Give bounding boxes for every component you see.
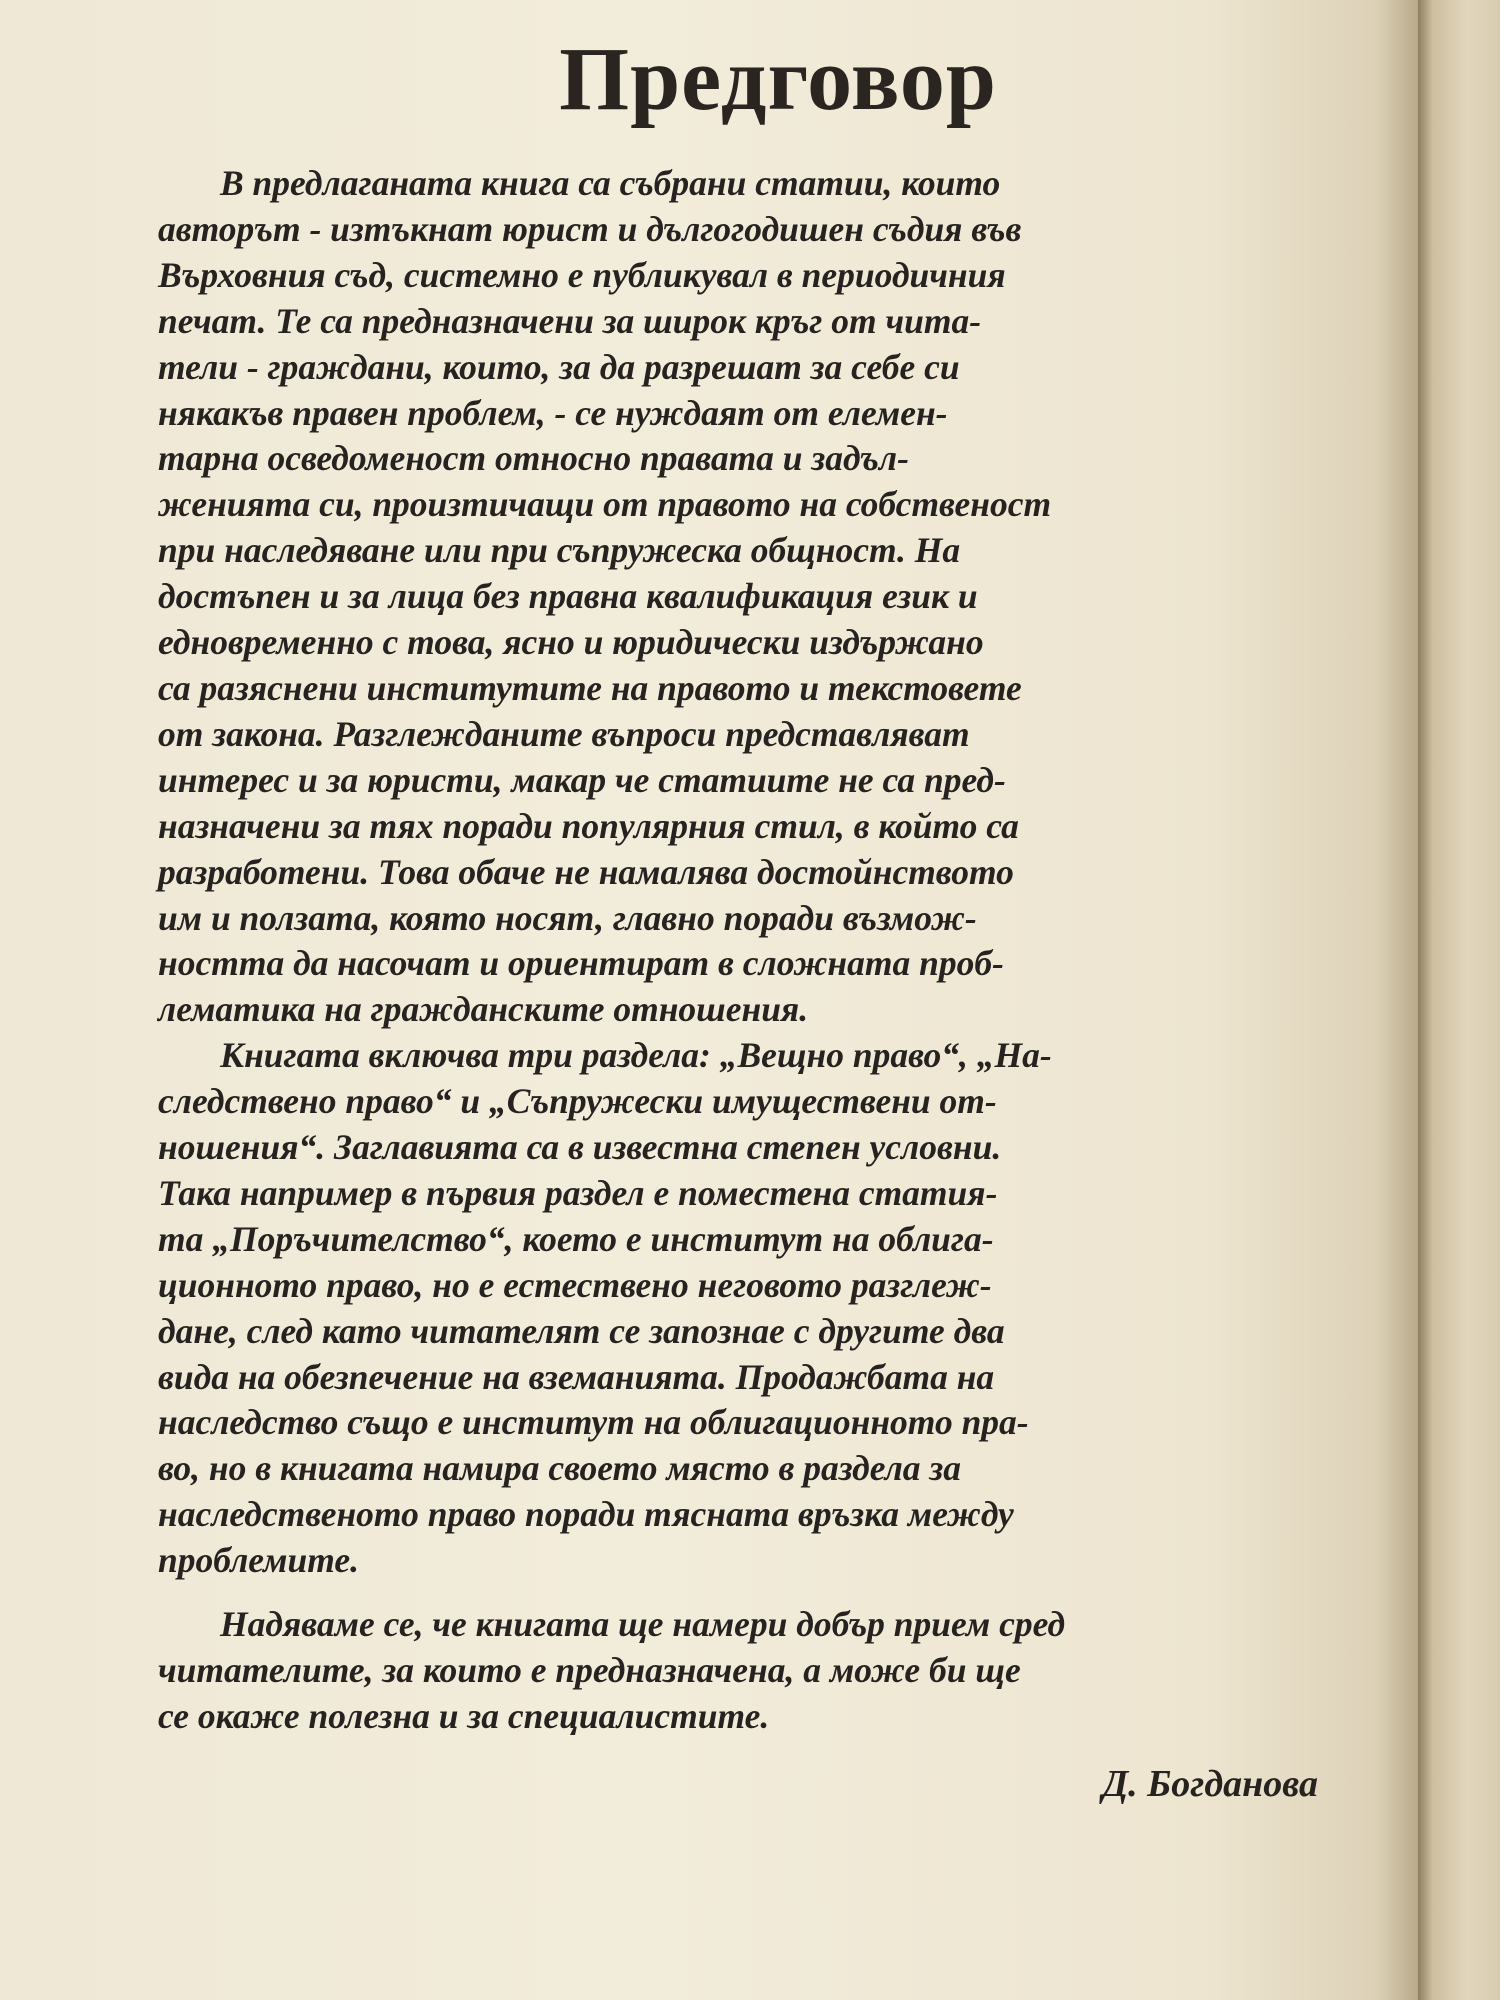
text-line: тарна осведоменост относно правата и задъл- [158,438,909,479]
text-line: ношения“. Заглавията са в известна степен условни. [158,1127,1002,1168]
text-line: Надяваме се, че книгата ще намери добър прием сред [220,1604,1066,1645]
text-line: ционното право, но е естествено неговото разглеж- [158,1264,992,1305]
text-line: от закона. Разглежданите въпроси представляват [158,713,970,754]
text-line: Така например в първия раздел е поместена статия- [158,1172,998,1213]
page-content [158,28,1398,1806]
text-line: вида на обезпечение на вземанията. Продажбата на [158,1356,995,1397]
text-line: разработени. Това обаче не намалява достойнството [158,851,1014,892]
text-line: при наследяване или при съпружеска общност. На [158,530,961,571]
text-line: тели - граждани, които, за да разрешат за себе си [158,346,960,387]
text-line: лематика на гражданските отношения. [158,989,809,1030]
text-line: Книгата включва три раздела: „Вещно право“, „На- [220,1035,1052,1076]
text-line: во, но в книгата намира своето място в раздела за [158,1448,962,1489]
text-line: наследственото право поради тясната връзка между [158,1494,1014,1535]
paragraph-gap [158,1584,1398,1602]
paragraph-sections [158,1033,1398,1584]
text-line: Върховния съд, системно е публикувал в периодичния [158,254,1006,295]
text-line: се окаже полезна и за специалистите. [158,1695,770,1736]
text-line: някакъв правен проблем, - се нуждаят от елемен- [158,392,948,433]
text-line: женията си, произтичащи от правото на собственост [158,484,1052,525]
text-line: достъпен и за лица без правна квалификация език и [158,576,978,617]
page-title: Предговор [559,30,997,129]
paragraph-closing [158,1602,1398,1740]
text-line: дане, след като читателят се запознае с другите два [158,1310,1005,1351]
text-line: са разяснени институтите на правото и текстовете [158,667,1022,708]
paragraph-intro [158,161,1398,1033]
text-line: читателите, за които е предназначена, а може би ще [158,1650,1021,1690]
author-signature: Д. Богданова [1102,1762,1318,1805]
adjacent-page-edge [1418,0,1500,2000]
text-line: проблемите. [158,1540,360,1581]
text-line: В предлаганата книга са събрани статии, които [220,163,1001,203]
text-line: авторът - изтъкнат юрист и дългогодишен съдия във [158,208,1022,249]
text-line: едновременно с това, ясно и юридически издържано [158,622,984,663]
text-line: та „Поръчителство“, което е институт на облига- [158,1218,994,1259]
text-line: печат. Те са предназначени за широк кръг от чита- [158,300,982,341]
text-line: наследство също е институт на облигационното пра- [158,1402,1029,1443]
text-line: им и ползата, която носят, главно поради възмож- [158,897,977,938]
text-line: интерес и за юристи, макар че статиите не са пред- [158,759,1006,800]
text-line: назначени за тях поради популярния стил, в който са [158,805,1019,846]
text-line: следствено право“ и „Съпружески имуществени от- [158,1081,997,1122]
text-line: ността да насочат и ориентират в сложната проб- [158,943,1004,984]
